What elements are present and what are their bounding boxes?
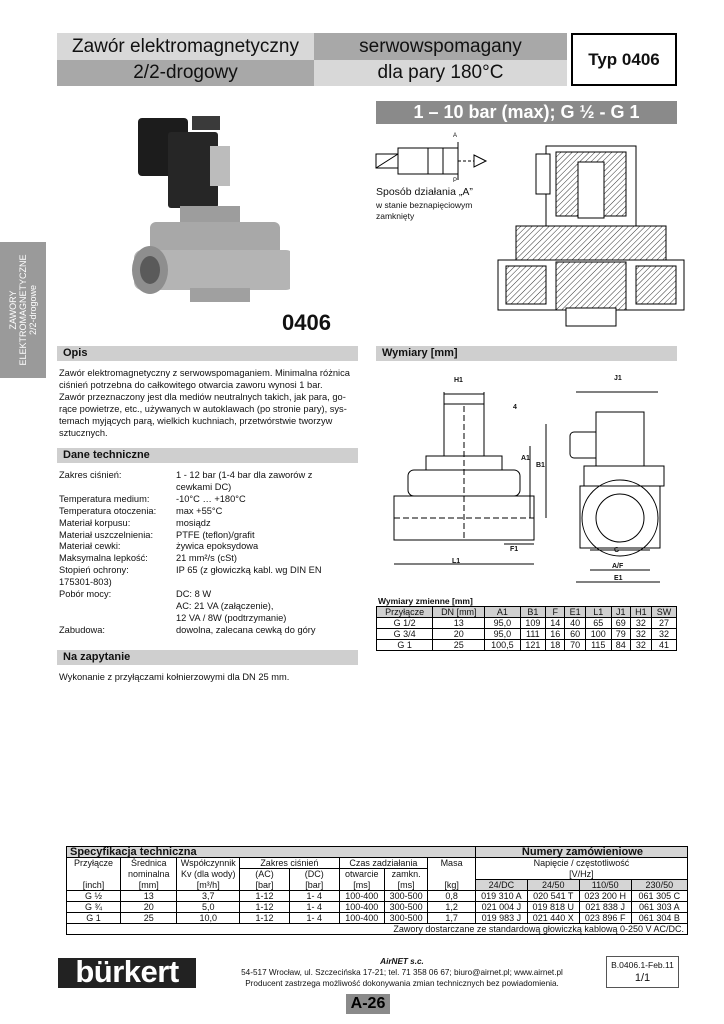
spec-cell: 019 818 U <box>527 902 579 913</box>
u-ms-open: [ms] <box>339 880 384 891</box>
port-a-label: A <box>453 133 458 139</box>
dim-cell: 32 <box>630 629 651 640</box>
dim-cell: 65 <box>585 618 611 629</box>
dim-header-cell: B1 <box>520 607 546 618</box>
dim-cell: 41 <box>651 640 676 651</box>
spec-cell: 10,0 <box>177 913 240 924</box>
title-right-line-2: dla pary 180°C <box>314 60 567 86</box>
spec-cell: 1-12 <box>240 891 290 902</box>
table-row <box>67 902 688 913</box>
spec-cell: G ½ <box>67 891 121 902</box>
spec-cell: 13 <box>121 891 177 902</box>
dane-label: Zakres ciśnień: <box>59 470 122 480</box>
cross-section-drawing <box>496 132 686 332</box>
title-line-1: Zawór elektromagnetyczny <box>57 33 314 60</box>
dim-header-cell: F <box>546 607 565 618</box>
dane-label: 175301-803) <box>59 577 112 588</box>
zapytanie-text: Wykonanie z przyłączami kołnierzowymi dla DN 25 mm. <box>59 672 290 682</box>
dim-cell: 100,5 <box>485 640 520 651</box>
dane-value: -10°C … +180°C <box>176 493 246 504</box>
h-zamkn: zamkn. <box>385 869 428 880</box>
u-ms-close: [ms] <box>385 880 428 891</box>
title-line-2: 2/2-drogowy <box>57 60 314 86</box>
action-symbol <box>374 136 504 186</box>
spec-cell: 019 983 J <box>475 913 527 924</box>
voltage-2: 24/50 <box>527 880 579 891</box>
spec-cell: 3,7 <box>177 891 240 902</box>
dim-header-cell: L1 <box>585 607 611 618</box>
wymiary-header: Wymiary [mm] <box>376 346 677 361</box>
type-box: Typ 0406 <box>571 33 677 86</box>
h-vhz: [V/Hz] <box>475 869 687 880</box>
voltage-3: 110/50 <box>579 880 631 891</box>
u-mm: [mm] <box>121 880 177 891</box>
opis-line: temach myjących parą, wielkich kuchniach, przetwórstwie tworzyw <box>59 416 333 426</box>
u-m3h: [m³/h] <box>177 880 240 891</box>
u-kg: [kg] <box>428 880 476 891</box>
dim-cell: 111 <box>520 629 546 640</box>
dane-label: Temperatura medium: <box>59 493 150 504</box>
h-zakres: Zakres ciśnień <box>240 858 340 869</box>
spec-cell: 019 310 A <box>475 891 527 902</box>
product-code: 0406 <box>282 310 331 335</box>
spec-cell: 021 440 X <box>527 913 579 924</box>
dane-label: Pobór mocy: <box>59 589 112 599</box>
dim-label-e1: E1 <box>614 575 623 582</box>
spec-cell: 021 004 J <box>475 902 527 913</box>
dim-cell: 115 <box>585 640 611 651</box>
dim-cell: 32 <box>630 618 651 629</box>
title-right-line-1: serwowspomagany <box>314 33 567 60</box>
action-description <box>376 200 472 222</box>
dim-cell: 95,0 <box>485 618 520 629</box>
dim-cell: 14 <box>546 618 565 629</box>
u-inch: [inch] <box>67 880 121 891</box>
spec-cell: 1- 4 <box>289 902 339 913</box>
dane-label: Materiał korpusu: <box>59 517 131 528</box>
dane-value: mosiądz <box>176 517 211 528</box>
h-srednica: Średnica <box>121 858 177 869</box>
dim-header-cell: A1 <box>485 607 520 618</box>
h-kv: Kv (dla wody) <box>177 869 240 880</box>
spec-cell: 300-500 <box>385 902 428 913</box>
orders-title: Numery zamówieniowe <box>475 847 687 858</box>
table-row <box>377 640 677 651</box>
dim-header-cell: DN [mm] <box>433 607 485 618</box>
zapytanie-header: Na zapytanie <box>57 650 358 665</box>
dane-label: Maksymalna lepkość: <box>59 553 148 564</box>
dane-value: AC: 21 VA (załączenie), <box>176 600 274 611</box>
h-dc: (DC) <box>289 869 339 880</box>
dim-label-a1: A1 <box>521 455 530 462</box>
dim-cell: 25 <box>433 640 485 651</box>
opis-line: Zawór elektromagnetyczny z serwowspomaganiem. Minimalna różnica <box>59 368 350 378</box>
dim-label-af: A/F <box>612 563 624 570</box>
dane-value: 21 mm²/s (cSt) <box>176 553 237 564</box>
spec-title: Specyfikacja techniczna <box>67 847 476 858</box>
dim-label-l1: L1 <box>452 558 461 565</box>
dane-label: Temperatura otoczenia: <box>59 505 157 516</box>
dane-value: DC: 8 W <box>176 589 212 599</box>
spec-cell: 100-400 <box>339 891 384 902</box>
h-przylacze: Przyłącze <box>67 858 121 869</box>
dim-label-b1: B1 <box>536 462 545 469</box>
port-p-label: P <box>453 178 458 184</box>
dane-value: 1 - 12 bar (1-4 bar dla zaworów z <box>176 470 313 480</box>
dim-header-row <box>377 607 677 618</box>
dim-cell: 60 <box>565 629 586 640</box>
spec-cell: 300-500 <box>385 891 428 902</box>
spec-cell: 1,2 <box>428 902 476 913</box>
spec-cell: 5,0 <box>177 902 240 913</box>
dim-label-h1: H1 <box>454 377 463 384</box>
h-masa: Masa <box>428 858 476 869</box>
dimension-drawing <box>380 370 680 592</box>
dim-cell: 32 <box>630 640 651 651</box>
dim-header-cell: Przyłącze <box>377 607 433 618</box>
spec-cell: 1- 4 <box>289 913 339 924</box>
spec-cell: 0,8 <box>428 891 476 902</box>
disclaimer: Producent zastrzega możliwość dokonywania zmian technicznych bez powiadomienia. <box>245 979 559 988</box>
pressure-range-bar: 1 – 10 bar (max); G ½ - G 1 <box>376 101 677 124</box>
dane-header: Dane techniczne <box>57 448 358 463</box>
h-nominalna: nominalna <box>121 869 177 880</box>
u-bar-dc: [bar] <box>289 880 339 891</box>
dim-cell: 69 <box>611 618 630 629</box>
dimensions-table <box>376 606 677 651</box>
page-count: 1/1 <box>634 972 651 984</box>
voltage-1: 24/DC <box>475 880 527 891</box>
dim-cell: 84 <box>611 640 630 651</box>
dane-value: PTFE (teflon)/grafit <box>176 529 255 540</box>
voltage-4: 230/50 <box>631 880 687 891</box>
dim-cell: G 1/2 <box>377 618 433 629</box>
dane-label: Materiał uszczelnienia: <box>59 529 154 540</box>
spec-cell: 20 <box>121 902 177 913</box>
spec-cell: 1- 4 <box>289 891 339 902</box>
dim-cell: G 1 <box>377 640 433 651</box>
dane-value: żywica epoksydowa <box>176 541 259 552</box>
dim-cell: 27 <box>651 618 676 629</box>
reference-box <box>606 956 679 988</box>
side-tab-line-3: 2/2-drogowe <box>28 284 38 336</box>
spec-note-row <box>67 924 688 935</box>
burkert-logo: bürkert <box>75 954 179 989</box>
dim-header-cell: SW <box>651 607 676 618</box>
spec-cell: 061 305 C <box>631 891 687 902</box>
side-tab-line-2: ELEKTROMAGNETYCZNE <box>18 254 28 366</box>
spec-cell: G ¾ <box>67 902 121 913</box>
document-reference: B.0406.1-Feb.11 <box>611 960 674 970</box>
company-address: 54-517 Wrocław, ul. Szczecińska 17-21; tel. 71 358 06 67; biuro@airnet.pl; www.airnet.pl <box>241 968 563 977</box>
dane-value: IP 65 (z głowiczką kabl. wg DIN EN <box>176 565 322 576</box>
opis-text <box>59 367 359 439</box>
action-desc-2: zamknięty <box>376 211 415 221</box>
company-name: AirNET s.c. <box>380 957 424 966</box>
dim-cell: 13 <box>433 618 485 629</box>
dim-table-title: Wymiary zmienne [mm] <box>378 596 473 606</box>
spec-cell: 100-400 <box>339 902 384 913</box>
table-row <box>377 629 677 640</box>
table-row <box>377 618 677 629</box>
dim-header-cell: E1 <box>565 607 586 618</box>
dim-cell: 16 <box>546 629 565 640</box>
dim-cell: 40 <box>565 618 586 629</box>
opis-line: sztucznych. <box>59 428 108 438</box>
spec-cell: 300-500 <box>385 913 428 924</box>
action-title: Sposób działania „A” <box>376 186 473 198</box>
dim-header-cell: H1 <box>630 607 651 618</box>
opis-line: ciśnień potrzebna do całkowitego otwarcia zaworu wynosi 1 bar. <box>59 380 323 390</box>
dim-cell: 18 <box>546 640 565 651</box>
side-tab-line-1: ZAWORY <box>8 290 18 330</box>
dim-label-j1: J1 <box>614 375 622 382</box>
dim-cell: 109 <box>520 618 546 629</box>
page-code: A-26 <box>346 994 390 1014</box>
spec-cell: 1,7 <box>428 913 476 924</box>
u-bar-ac: [bar] <box>240 880 290 891</box>
dane-label: Zabudowa: <box>59 624 105 635</box>
dim-label-c: C <box>614 547 620 554</box>
dane-value: dowolna, zalecana cewką do góry <box>176 624 316 635</box>
dim-cell: 20 <box>433 629 485 640</box>
spec-cell: G 1 <box>67 913 121 924</box>
h-ac: (AC) <box>240 869 290 880</box>
spec-cell: 1-12 <box>240 902 290 913</box>
spec-note: Zawory dostarczane ze standardową głowiczką kablową 0-250 V AC/DC. <box>67 924 688 935</box>
opis-line: rące powietrze, etc., używanych w autoklawach (po stronie pary), sys- <box>59 404 347 414</box>
spec-table <box>66 846 688 935</box>
spec-cell: 023 200 H <box>579 891 631 902</box>
h-otwarcie: otwarcie <box>339 869 384 880</box>
dim-cell: 32 <box>651 629 676 640</box>
action-desc-1: w stanie beznapięciowym <box>376 200 473 210</box>
dim-header-cell: J1 <box>611 607 630 618</box>
opis-line: Zawór przeznaczony jest dla mediów neutralnych takich, jak para, go- <box>59 392 346 402</box>
dim-cell: 95,0 <box>485 629 520 640</box>
h-napiecie: Napięcie / częstotliwość <box>475 858 687 869</box>
spec-cell: 25 <box>121 913 177 924</box>
dim-cell: 121 <box>520 640 546 651</box>
dim-cell: 100 <box>585 629 611 640</box>
valve-photo <box>120 110 290 310</box>
h-wspolczynnik: Współczynnik <box>177 858 240 869</box>
spec-cell: 1-12 <box>240 913 290 924</box>
opis-header: Opis <box>57 346 358 361</box>
dim-cell: 70 <box>565 640 586 651</box>
dim-cell: G 3/4 <box>377 629 433 640</box>
dim-cell: 79 <box>611 629 630 640</box>
dim-label-4: 4 <box>513 404 517 411</box>
spec-cell: 021 838 J <box>579 902 631 913</box>
h-czas: Czas zadziałania <box>339 858 428 869</box>
spec-cell: 061 303 A <box>631 902 687 913</box>
table-row <box>67 891 688 902</box>
spec-cell: 023 896 F <box>579 913 631 924</box>
dane-label: Materiał cewki: <box>59 541 121 552</box>
spec-cell: 061 304 B <box>631 913 687 924</box>
dane-value: cewkami DC) <box>176 481 232 492</box>
dane-label: Stopień ochrony: <box>59 565 129 576</box>
dane-value: 12 VA / 8W (podtrzymanie) <box>176 612 287 623</box>
spec-cell: 100-400 <box>339 913 384 924</box>
spec-cell: 020 541 T <box>527 891 579 902</box>
table-row <box>67 913 688 924</box>
side-tab-text <box>8 254 38 365</box>
dim-label-f1: F1 <box>510 546 519 553</box>
dane-value: max +55°C <box>176 505 223 516</box>
